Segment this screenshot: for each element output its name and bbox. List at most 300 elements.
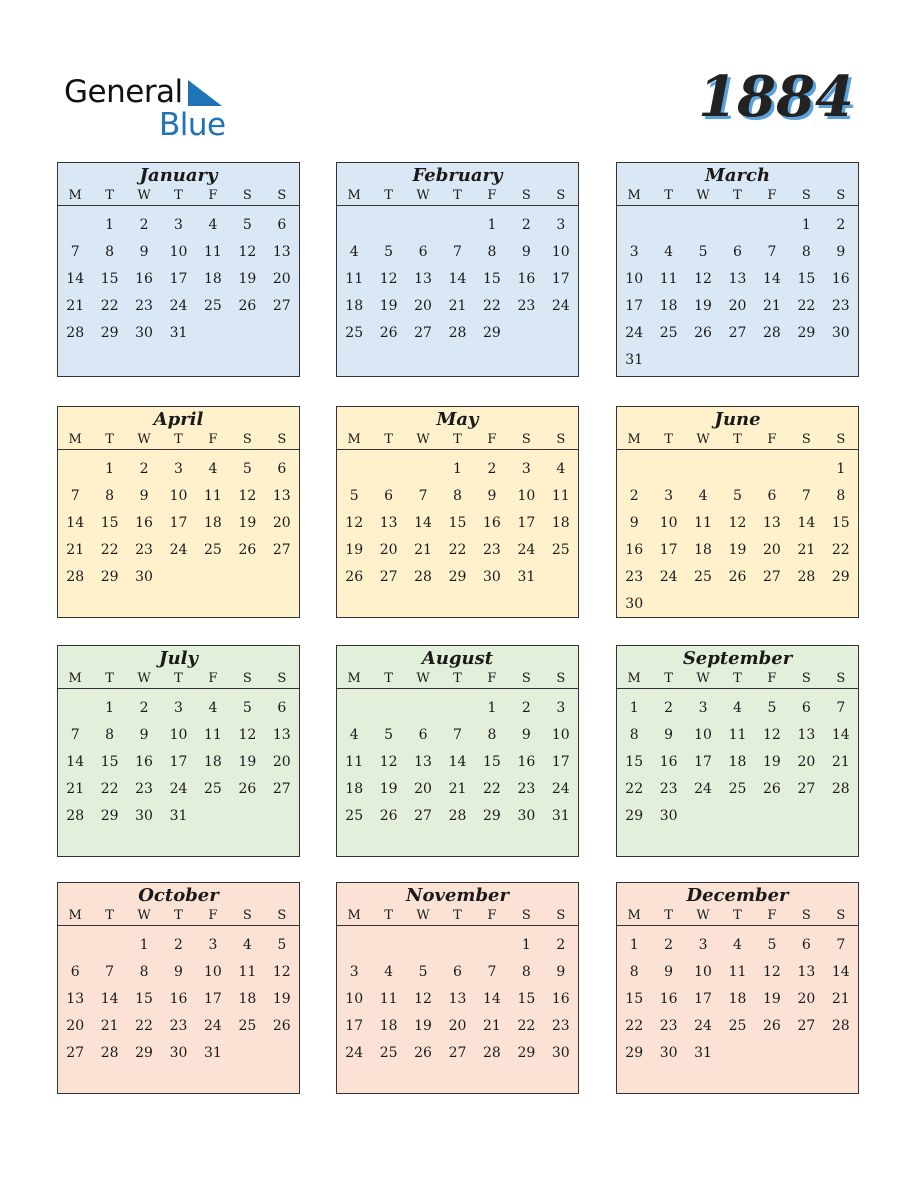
weekday-label: F — [755, 433, 789, 450]
weekday-label: F — [196, 672, 230, 689]
empty-day-cell — [58, 456, 92, 483]
weekday-label: T — [371, 672, 405, 689]
weekday-label: T — [161, 189, 195, 206]
day-cell: 29 — [100, 325, 119, 341]
weekday-header — [617, 433, 858, 450]
day-cell: 9 — [139, 244, 149, 260]
day-cell: 21 — [831, 754, 850, 770]
logo-general-text: General — [64, 74, 183, 110]
day-cell: 13 — [379, 515, 398, 531]
day-cell: 10 — [625, 271, 644, 287]
day-cell: 30 — [625, 596, 644, 612]
day-cell: 9 — [139, 488, 149, 504]
empty-day-cell — [337, 456, 371, 483]
month-title: March — [704, 165, 771, 186]
day-cell: 18 — [238, 991, 257, 1007]
day-cell: 13 — [414, 754, 432, 770]
weekday-label: S — [789, 433, 823, 450]
day-cell: 12 — [763, 964, 781, 980]
weekday-header — [58, 189, 299, 206]
day-cell: 7 — [801, 488, 811, 504]
day-cell: 30 — [517, 808, 536, 824]
day-cell: 2 — [139, 700, 149, 716]
day-cell: 25 — [345, 325, 364, 341]
day-cell: 25 — [379, 1045, 398, 1061]
month-title: May — [436, 409, 479, 430]
day-cell: 25 — [204, 781, 222, 797]
weekday-label: S — [789, 672, 823, 689]
day-cell: 2 — [487, 461, 497, 477]
day-cell: 15 — [100, 754, 119, 770]
day-cell: 5 — [384, 244, 394, 260]
empty-day-cell — [440, 695, 474, 722]
day-cell: 7 — [70, 488, 80, 504]
day-cell: 13 — [728, 271, 747, 287]
day-cell: 11 — [238, 964, 257, 980]
day-cell: 31 — [169, 808, 188, 824]
day-cell: 28 — [831, 781, 850, 797]
day-cell: 11 — [379, 991, 398, 1007]
day-cell: 3 — [556, 217, 566, 233]
day-cell: 7 — [453, 244, 462, 260]
day-cell: 1 — [487, 700, 497, 716]
day-cell: 6 — [277, 461, 287, 477]
month-january — [57, 162, 300, 377]
day-cell: 6 — [801, 700, 811, 716]
day-cell: 30 — [135, 569, 153, 585]
day-cell: 16 — [625, 542, 644, 558]
day-cell: 30 — [135, 325, 153, 341]
day-cell: 7 — [105, 964, 115, 980]
weekday-label: T — [720, 672, 754, 689]
day-cell: 23 — [483, 542, 501, 558]
empty-day-cell — [651, 456, 685, 483]
day-cell: 29 — [483, 325, 501, 341]
empty-day-cell — [337, 695, 371, 722]
day-cell: 11 — [551, 488, 570, 504]
day-cell: 20 — [448, 1018, 467, 1034]
month-title: January — [139, 165, 218, 186]
day-cell: 7 — [836, 700, 846, 716]
weekday-label: T — [92, 909, 126, 926]
day-cell: 24 — [694, 1018, 712, 1034]
day-cell: 23 — [169, 1018, 188, 1034]
day-cell: 28 — [414, 569, 432, 585]
empty-day-cell — [475, 932, 509, 959]
day-cell: 16 — [169, 991, 188, 1007]
day-cell: 18 — [204, 271, 222, 287]
weekday-label: T — [651, 433, 685, 450]
empty-day-cell — [58, 932, 92, 959]
day-cell: 26 — [763, 1018, 781, 1034]
month-title: December — [686, 885, 789, 906]
day-cell: 28 — [483, 1045, 501, 1061]
day-cell: 5 — [767, 937, 777, 953]
day-cell: 29 — [100, 569, 119, 585]
weekday-label: F — [475, 189, 509, 206]
day-cell: 9 — [629, 515, 639, 531]
day-cell: 4 — [208, 217, 218, 233]
day-cell: 29 — [100, 808, 119, 824]
day-cell: 4 — [733, 700, 742, 716]
day-cell: 15 — [625, 991, 644, 1007]
month-november — [336, 882, 579, 1094]
day-cell: 26 — [728, 569, 747, 585]
day-cell: 10 — [694, 964, 712, 980]
day-cell: 10 — [551, 727, 570, 743]
day-cell: 21 — [763, 298, 781, 314]
empty-day-cell — [686, 456, 720, 483]
month-title: June — [714, 409, 761, 430]
day-cell: 27 — [797, 781, 816, 797]
day-cell: 29 — [517, 1045, 536, 1061]
day-cell: 7 — [836, 937, 846, 953]
day-cell: 22 — [448, 542, 467, 558]
day-cell: 3 — [629, 244, 639, 260]
day-cell: 31 — [694, 1045, 712, 1061]
day-cell: 25 — [551, 542, 570, 558]
day-grid — [337, 206, 578, 347]
day-cell: 29 — [625, 1045, 644, 1061]
day-cell: 1 — [105, 461, 115, 477]
day-cell: 7 — [70, 244, 80, 260]
weekday-label: S — [544, 672, 578, 689]
weekday-label: T — [161, 433, 195, 450]
day-cell: 24 — [169, 781, 188, 797]
general-blue-logo — [64, 72, 234, 142]
day-cell: 20 — [797, 991, 816, 1007]
day-cell: 9 — [521, 244, 531, 260]
day-grid — [617, 926, 858, 1067]
day-cell: 6 — [384, 488, 394, 504]
month-february — [336, 162, 579, 377]
weekday-label: S — [824, 909, 858, 926]
day-cell: 21 — [100, 1018, 119, 1034]
day-cell: 11 — [728, 964, 747, 980]
empty-day-cell — [789, 456, 823, 483]
day-cell: 4 — [698, 488, 708, 504]
weekday-label: T — [92, 189, 126, 206]
day-grid — [337, 689, 578, 830]
weekday-label: S — [230, 909, 264, 926]
day-cell: 19 — [728, 542, 747, 558]
weekday-label: W — [127, 433, 161, 450]
day-cell: 21 — [448, 298, 467, 314]
day-cell: 1 — [487, 217, 497, 233]
day-cell: 6 — [801, 937, 811, 953]
empty-day-cell — [406, 932, 440, 959]
month-april — [57, 406, 300, 618]
day-cell: 5 — [349, 488, 359, 504]
day-cell: 12 — [379, 271, 398, 287]
day-cell: 22 — [625, 781, 644, 797]
day-grid — [337, 450, 578, 591]
day-cell: 3 — [698, 700, 708, 716]
day-cell: 5 — [733, 488, 742, 504]
day-cell: 30 — [659, 808, 678, 824]
day-cell: 20 — [797, 754, 816, 770]
empty-day-cell — [686, 212, 720, 239]
day-cell: 28 — [66, 569, 85, 585]
day-cell: 10 — [169, 727, 188, 743]
empty-day-cell — [617, 456, 651, 483]
day-cell: 31 — [551, 808, 570, 824]
empty-day-cell — [337, 932, 371, 959]
month-title: August — [421, 648, 494, 669]
day-cell: 17 — [169, 754, 188, 770]
day-cell: 7 — [70, 727, 80, 743]
weekday-label: F — [196, 189, 230, 206]
day-cell: 20 — [414, 298, 432, 314]
day-cell: 9 — [556, 964, 566, 980]
day-cell: 7 — [767, 244, 777, 260]
day-cell: 14 — [831, 964, 850, 980]
day-cell: 10 — [517, 488, 536, 504]
day-cell: 27 — [797, 1018, 816, 1034]
day-cell: 20 — [414, 781, 432, 797]
day-cell: 4 — [242, 937, 252, 953]
weekday-label: T — [651, 672, 685, 689]
empty-day-cell — [92, 932, 126, 959]
day-cell: 9 — [139, 727, 149, 743]
day-cell: 27 — [763, 569, 781, 585]
day-cell: 16 — [135, 271, 153, 287]
day-cell: 26 — [414, 1045, 432, 1061]
day-cell: 27 — [379, 569, 398, 585]
day-cell: 5 — [242, 700, 252, 716]
weekday-label: F — [475, 433, 509, 450]
day-cell: 2 — [521, 700, 531, 716]
day-cell: 7 — [418, 488, 428, 504]
weekday-label: W — [406, 433, 440, 450]
day-cell: 12 — [763, 727, 781, 743]
day-cell: 6 — [453, 964, 462, 980]
day-cell: 2 — [521, 217, 531, 233]
day-cell: 3 — [698, 937, 708, 953]
day-cell: 11 — [345, 754, 364, 770]
day-cell: 10 — [659, 515, 678, 531]
day-cell: 23 — [135, 298, 153, 314]
day-cell: 10 — [551, 244, 570, 260]
day-cell: 23 — [517, 781, 536, 797]
day-cell: 19 — [379, 781, 398, 797]
day-cell: 19 — [379, 298, 398, 314]
day-cell: 15 — [483, 271, 501, 287]
weekday-label: S — [509, 672, 543, 689]
logo-triangle-icon — [186, 78, 224, 108]
day-cell: 9 — [664, 727, 674, 743]
day-cell: 27 — [414, 808, 432, 824]
day-cell: 19 — [763, 754, 781, 770]
day-cell: 26 — [238, 781, 257, 797]
day-cell: 29 — [831, 569, 850, 585]
day-cell: 12 — [379, 754, 398, 770]
day-cell: 17 — [517, 515, 536, 531]
day-cell: 23 — [135, 781, 153, 797]
weekday-header — [337, 433, 578, 450]
day-cell: 21 — [448, 781, 467, 797]
day-cell: 17 — [345, 1018, 364, 1034]
day-cell: 18 — [204, 515, 222, 531]
weekday-label: W — [127, 672, 161, 689]
day-cell: 25 — [659, 325, 678, 341]
day-cell: 1 — [629, 937, 639, 953]
empty-day-cell — [720, 212, 754, 239]
day-cell: 6 — [277, 700, 287, 716]
weekday-label: M — [617, 672, 651, 689]
month-september — [616, 645, 859, 857]
day-cell: 16 — [135, 515, 153, 531]
weekday-header — [337, 189, 578, 206]
day-cell: 28 — [448, 808, 467, 824]
day-cell: 2 — [556, 937, 566, 953]
day-cell: 24 — [694, 781, 712, 797]
day-cell: 4 — [733, 937, 742, 953]
day-cell: 18 — [728, 991, 747, 1007]
day-cell: 21 — [831, 991, 850, 1007]
day-cell: 21 — [66, 781, 85, 797]
empty-day-cell — [440, 212, 474, 239]
day-cell: 29 — [483, 808, 501, 824]
day-cell: 3 — [521, 461, 531, 477]
day-cell: 30 — [551, 1045, 570, 1061]
day-cell: 22 — [797, 298, 816, 314]
day-cell: 28 — [831, 1018, 850, 1034]
day-cell: 26 — [763, 781, 781, 797]
day-cell: 21 — [66, 298, 85, 314]
day-cell: 16 — [483, 515, 501, 531]
empty-day-cell — [617, 212, 651, 239]
day-cell: 6 — [70, 964, 80, 980]
weekday-header — [58, 672, 299, 689]
day-cell: 26 — [345, 569, 364, 585]
day-cell: 15 — [831, 515, 850, 531]
day-cell: 14 — [414, 515, 432, 531]
day-cell: 22 — [831, 542, 850, 558]
month-title: November — [406, 885, 509, 906]
day-cell: 19 — [238, 271, 257, 287]
month-august — [336, 645, 579, 857]
day-cell: 2 — [139, 461, 149, 477]
day-cell: 16 — [551, 991, 570, 1007]
day-cell: 17 — [694, 991, 712, 1007]
weekday-label: T — [720, 433, 754, 450]
day-cell: 11 — [345, 271, 364, 287]
day-cell: 25 — [204, 298, 222, 314]
day-grid — [58, 450, 299, 591]
day-cell: 9 — [521, 727, 531, 743]
day-cell: 11 — [204, 488, 222, 504]
day-cell: 7 — [453, 727, 462, 743]
empty-day-cell — [406, 695, 440, 722]
day-cell: 19 — [238, 515, 257, 531]
month-july — [57, 645, 300, 857]
weekday-label: S — [824, 672, 858, 689]
day-cell: 5 — [242, 217, 252, 233]
day-cell: 14 — [763, 271, 781, 287]
day-cell: 25 — [345, 808, 364, 824]
weekday-label: F — [196, 909, 230, 926]
calendar-year: 1884 — [698, 64, 854, 130]
weekday-label: S — [824, 433, 858, 450]
day-cell: 4 — [384, 964, 394, 980]
day-cell: 25 — [204, 542, 222, 558]
day-cell: 20 — [763, 542, 781, 558]
weekday-label: W — [406, 189, 440, 206]
day-cell: 19 — [272, 991, 291, 1007]
day-cell: 24 — [625, 325, 644, 341]
day-cell: 3 — [349, 964, 359, 980]
day-cell: 28 — [797, 569, 816, 585]
day-cell: 30 — [483, 569, 501, 585]
weekday-label: S — [265, 189, 299, 206]
day-cell: 23 — [659, 1018, 678, 1034]
day-cell: 24 — [517, 542, 536, 558]
day-cell: 20 — [272, 271, 291, 287]
day-cell: 17 — [625, 298, 644, 314]
day-cell: 11 — [694, 515, 712, 531]
day-cell: 15 — [625, 754, 644, 770]
day-cell: 1 — [629, 700, 639, 716]
day-cell: 18 — [345, 781, 364, 797]
weekday-label: T — [92, 433, 126, 450]
day-cell: 26 — [272, 1018, 291, 1034]
day-cell: 12 — [238, 488, 257, 504]
day-cell: 8 — [629, 727, 639, 743]
month-may — [336, 406, 579, 618]
day-cell: 6 — [767, 488, 777, 504]
day-cell: 14 — [66, 271, 85, 287]
day-cell: 11 — [659, 271, 678, 287]
day-cell: 6 — [277, 217, 287, 233]
day-cell: 3 — [174, 217, 183, 233]
day-cell: 29 — [625, 808, 644, 824]
day-cell: 17 — [694, 754, 712, 770]
weekday-label: S — [265, 909, 299, 926]
month-title: July — [159, 648, 198, 669]
empty-day-cell — [371, 695, 405, 722]
empty-day-cell — [337, 212, 371, 239]
day-cell: 28 — [100, 1045, 119, 1061]
day-cell: 24 — [551, 298, 570, 314]
logo-blue-text: Blue — [159, 107, 226, 143]
day-cell: 3 — [174, 461, 183, 477]
day-cell: 24 — [204, 1018, 222, 1034]
day-cell: 20 — [66, 1018, 85, 1034]
day-cell: 5 — [767, 700, 777, 716]
empty-day-cell — [58, 212, 92, 239]
day-cell: 18 — [659, 298, 678, 314]
weekday-label: S — [544, 433, 578, 450]
day-cell: 10 — [694, 727, 712, 743]
day-cell: 8 — [453, 488, 462, 504]
day-cell: 10 — [345, 991, 364, 1007]
weekday-label: S — [789, 189, 823, 206]
day-cell: 1 — [453, 461, 462, 477]
day-cell: 2 — [139, 217, 149, 233]
day-cell: 2 — [664, 937, 674, 953]
day-cell: 9 — [836, 244, 846, 260]
day-cell: 25 — [728, 1018, 747, 1034]
day-cell: 22 — [625, 1018, 644, 1034]
weekday-label: M — [337, 433, 371, 450]
weekday-header — [58, 433, 299, 450]
day-cell: 11 — [204, 244, 222, 260]
day-cell: 9 — [664, 964, 674, 980]
day-cell: 16 — [517, 271, 536, 287]
day-cell: 14 — [448, 754, 467, 770]
day-cell: 5 — [698, 244, 708, 260]
